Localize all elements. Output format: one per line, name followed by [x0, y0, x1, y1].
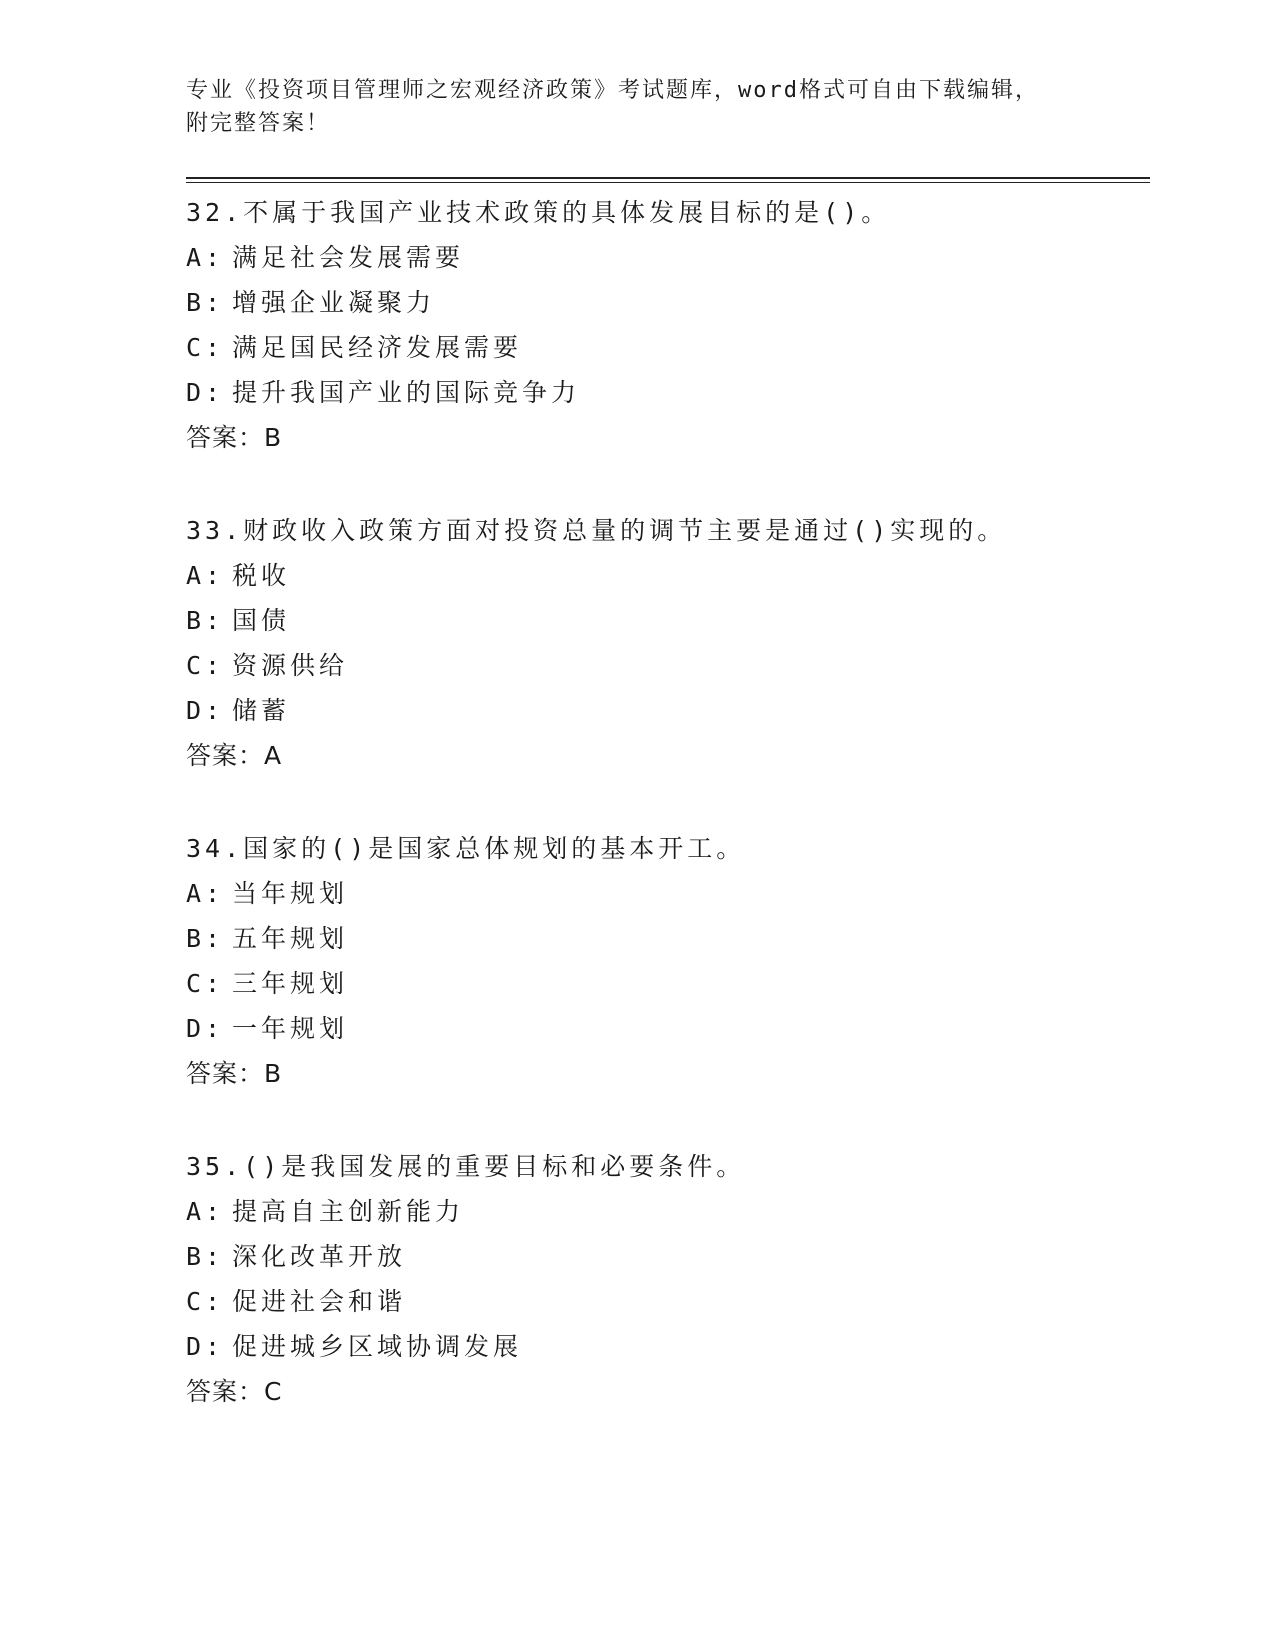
option-b	[186, 916, 1150, 961]
option-text: 满足国民经济发展需要	[232, 333, 523, 362]
option-key: D:	[186, 1014, 225, 1043]
option-key: D:	[186, 1332, 225, 1361]
answer: 答案：B	[186, 1059, 283, 1088]
option-key: A:	[186, 561, 225, 590]
option-a	[186, 871, 1150, 916]
option-text: 促进社会和谐	[232, 1287, 407, 1316]
header-line-1: 专业《投资项目管理师之宏观经济政策》考试题库，word格式可自由下载编辑，	[186, 78, 1039, 103]
option-key: C:	[186, 1287, 225, 1316]
option-text: 提升我国产业的国际竞争力	[232, 378, 581, 407]
option-d	[186, 688, 1150, 733]
question-list	[186, 190, 1150, 1462]
option-key: B:	[186, 1242, 225, 1271]
header-divider	[186, 177, 1150, 183]
option-a	[186, 1189, 1150, 1234]
option-d	[186, 370, 1150, 415]
option-text: 一年规划	[232, 1014, 349, 1043]
option-text: 三年规划	[232, 969, 349, 998]
option-text: 资源供给	[232, 651, 349, 680]
option-d	[186, 1324, 1150, 1369]
option-a	[186, 553, 1150, 598]
option-a	[186, 235, 1150, 280]
question-stem: 32.不属于我国产业技术政策的具体发展目标的是()。	[186, 198, 891, 227]
question-stem: 33.财政收入政策方面对投资总量的调节主要是通过()实现的。	[186, 516, 1007, 545]
option-text: 五年规划	[232, 924, 349, 953]
question-34	[186, 826, 1150, 1144]
option-text: 当年规划	[232, 879, 349, 908]
option-text: 增强企业凝聚力	[232, 288, 436, 317]
question-stem: 35.()是我国发展的重要目标和必要条件。	[186, 1152, 746, 1181]
question-35	[186, 1144, 1150, 1462]
question-stem: 34.国家的()是国家总体规划的基本开工。	[186, 834, 746, 863]
option-key: C:	[186, 969, 225, 998]
option-b	[186, 1234, 1150, 1279]
option-key: A:	[186, 243, 225, 272]
option-c	[186, 1279, 1150, 1324]
document-header	[186, 74, 1086, 140]
option-b	[186, 280, 1150, 325]
option-key: B:	[186, 606, 225, 635]
answer: 答案：C	[186, 1377, 283, 1406]
option-key: C:	[186, 333, 225, 362]
option-text: 税收	[232, 561, 291, 590]
option-key: D:	[186, 378, 225, 407]
option-text: 促进城乡区域协调发展	[232, 1332, 523, 1361]
option-key: A:	[186, 879, 225, 908]
option-d	[186, 1006, 1150, 1051]
option-b	[186, 598, 1150, 643]
question-33	[186, 508, 1150, 826]
option-c	[186, 325, 1150, 370]
answer: 答案：A	[186, 741, 283, 770]
option-key: B:	[186, 924, 225, 953]
option-key: A:	[186, 1197, 225, 1226]
option-text: 储蓄	[232, 696, 291, 725]
option-c	[186, 643, 1150, 688]
option-text: 提高自主创新能力	[232, 1197, 465, 1226]
option-key: D:	[186, 696, 225, 725]
option-text: 国债	[232, 606, 291, 635]
option-key: C:	[186, 651, 225, 680]
option-text: 满足社会发展需要	[232, 243, 465, 272]
header-line-2: 附完整答案！	[186, 111, 331, 136]
answer: 答案：B	[186, 423, 283, 452]
option-key: B:	[186, 288, 225, 317]
option-c	[186, 961, 1150, 1006]
option-text: 深化改革开放	[232, 1242, 407, 1271]
question-32	[186, 190, 1150, 508]
